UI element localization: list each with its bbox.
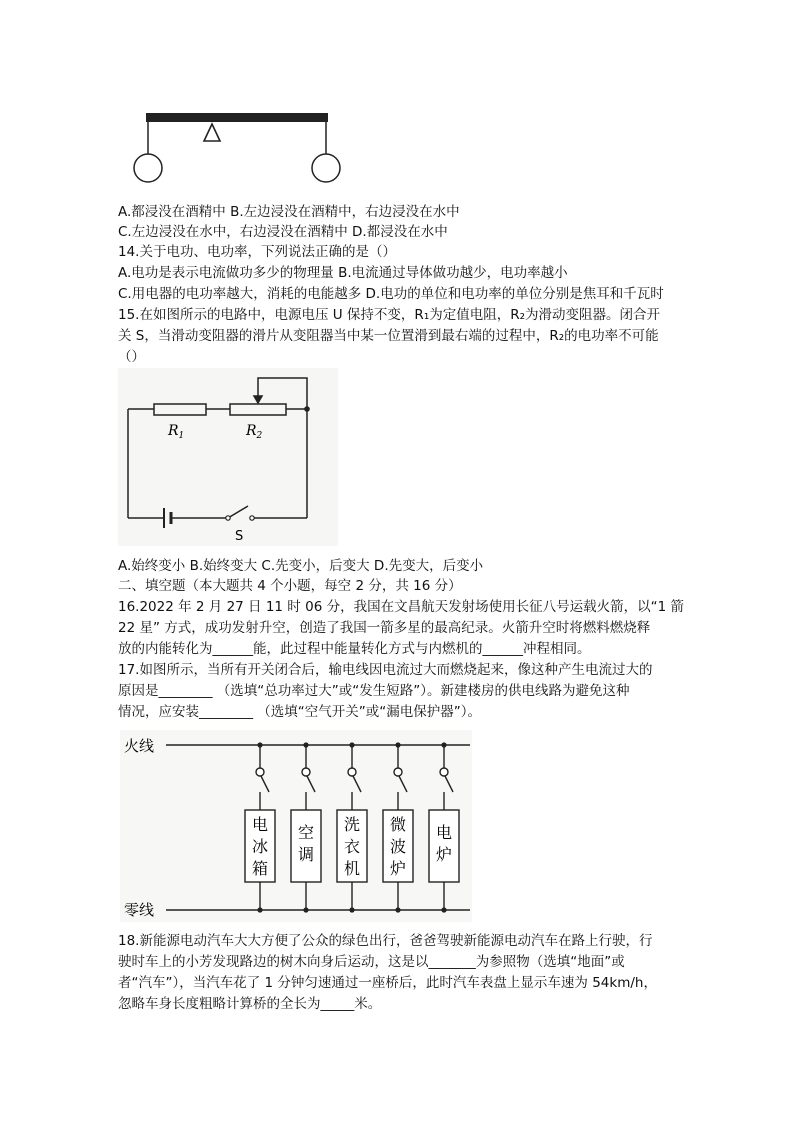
junction-dot: [303, 907, 308, 912]
switch-lever: [307, 776, 315, 792]
q17-line-1: 17.如图所示，当所有开关闭合后，输电线因电流过大而燃烧起来，像这种产生电流过大的: [118, 662, 653, 678]
q15-stem-2: 关 S，当滑动变阻器的滑片从变阻器当中某一位置滑到最右端的过程中，R₂的电功率不可能: [118, 328, 659, 344]
switch-contact: [440, 768, 448, 776]
fulcrum: [204, 124, 220, 141]
q18-line-4: 忽略车身长度粗略计算桥的全长为_____米。: [118, 996, 382, 1012]
switch-lever: [399, 776, 407, 792]
appliance-char: 衣: [343, 837, 361, 856]
q16-line-3: 放的内能转化为______能，此过程中能量转化方式与内燃机的______冲程相同。: [118, 641, 591, 657]
q14-options-1: A.电功是表示电流做功多少的物理量 B.电流通过导体做功越少，电功率越小: [118, 265, 568, 281]
section2-heading: 二、填空题（本大题共 4 个小题，每空 2 分，共 16 分）: [118, 578, 462, 594]
appliance-char: 微: [389, 815, 407, 834]
q17-line-2: 原因是________ （选填“总功率过大”或“发生短路”）。新建楼房的供电线路为避免这种: [118, 683, 630, 699]
r2-rheostat: [230, 404, 286, 415]
circuit-figure: [118, 368, 338, 546]
q15-stem-3: （）: [118, 349, 145, 365]
switch-lever: [445, 776, 453, 792]
appliance-branch: [337, 742, 367, 912]
q16-line-1: 16.2022 年 2 月 27 日 11 时 06 分，我国在文昌航天发射场使用长征八号运载火箭，以“1 箭: [118, 599, 684, 615]
appliance-char: 洗: [343, 815, 361, 834]
appliance-char: 电: [435, 823, 453, 842]
appliance-branch: [291, 742, 321, 912]
switch-label: S: [235, 529, 244, 544]
r1-resistor: [154, 404, 206, 415]
appliance-branch: [429, 742, 459, 912]
junction-dot: [349, 907, 354, 912]
switch-contact: [394, 768, 402, 776]
appliance-branch: [383, 742, 413, 912]
q18-line-3: 者“汽车”），当汽车花了 1 分钟匀速通过一座桥后，此时汽车表盘上显示车速为 54km/h，: [118, 975, 657, 991]
switch-s: [228, 506, 248, 518]
switch-lever: [261, 776, 269, 792]
left-ball: [134, 154, 162, 182]
switch-contact: [348, 768, 356, 776]
q15-stem-1: 15.在如图所示的电路中，电源电压 U 保持不变，R₁为定值电阻，R₂为滑动变阻器。闭合开: [118, 307, 661, 323]
junction-dot: [441, 907, 446, 912]
appliance-char: 波: [389, 837, 407, 856]
r1-label: $R_1$: [168, 423, 185, 441]
q14-options-2: C.用电器的电功率越大，消耗的电能越多 D.电功的单位和电功率的单位分别是焦耳和千瓦时: [118, 286, 664, 302]
q13-options-2: C.左边浸没在水中，右边浸没在酒精中 D.都浸没在水中: [118, 224, 448, 240]
live-wire-label: 火线: [124, 737, 155, 755]
q16-line-2: 22 星” 方式，成功发射升空，创造了我国一箭多星的最高纪录。火箭升空时将燃料燃烧释: [118, 620, 651, 636]
appliance-char: 空: [297, 823, 315, 842]
q17-line-3: 情况，应安装________ （选填“空气开关”或“漏电保护器”）。: [118, 704, 482, 720]
right-ball: [312, 154, 340, 182]
appliance-char: 电: [251, 815, 269, 834]
household-circuit-figure: [120, 730, 472, 922]
switch-lever: [353, 776, 361, 792]
q15-options: A.始终变小 B.始终变大 C.先变小，后变大 D.先变大，后变小: [118, 558, 484, 574]
r2-label: $R_2$: [246, 423, 263, 441]
appliance-char: 机: [343, 859, 361, 878]
junction-dot: [395, 907, 400, 912]
appliance-branch: [245, 742, 275, 912]
appliance-char: 炉: [435, 845, 453, 864]
switch-contact: [302, 768, 310, 776]
lever-bar: [146, 113, 328, 122]
appliance-char: 冰: [251, 837, 269, 856]
q18-line-2: 驶时车上的小芳发现路边的树木向身后运动，这是以_______为参照物（选填“地面”或: [118, 954, 625, 970]
lever-figure: [128, 98, 358, 190]
switch-contact: [256, 768, 264, 776]
q13-options-1: A.都浸没在酒精中 B.左边浸没在酒精中，右边浸没在水中: [118, 204, 460, 220]
q14-stem: 14.关于电功、电功率，下列说法正确的是（）: [118, 244, 396, 260]
appliance-char: 调: [297, 845, 315, 864]
q18-line-1: 18.新能源电动汽车大大方便了公众的绿色出行，爸爸驾驶新能源电动汽车在路上行驶，行: [118, 933, 653, 949]
neutral-wire-label: 零线: [124, 901, 155, 919]
appliance-char: 箱: [251, 859, 269, 878]
junction-dot: [257, 907, 262, 912]
appliance-char: 炉: [389, 859, 407, 878]
